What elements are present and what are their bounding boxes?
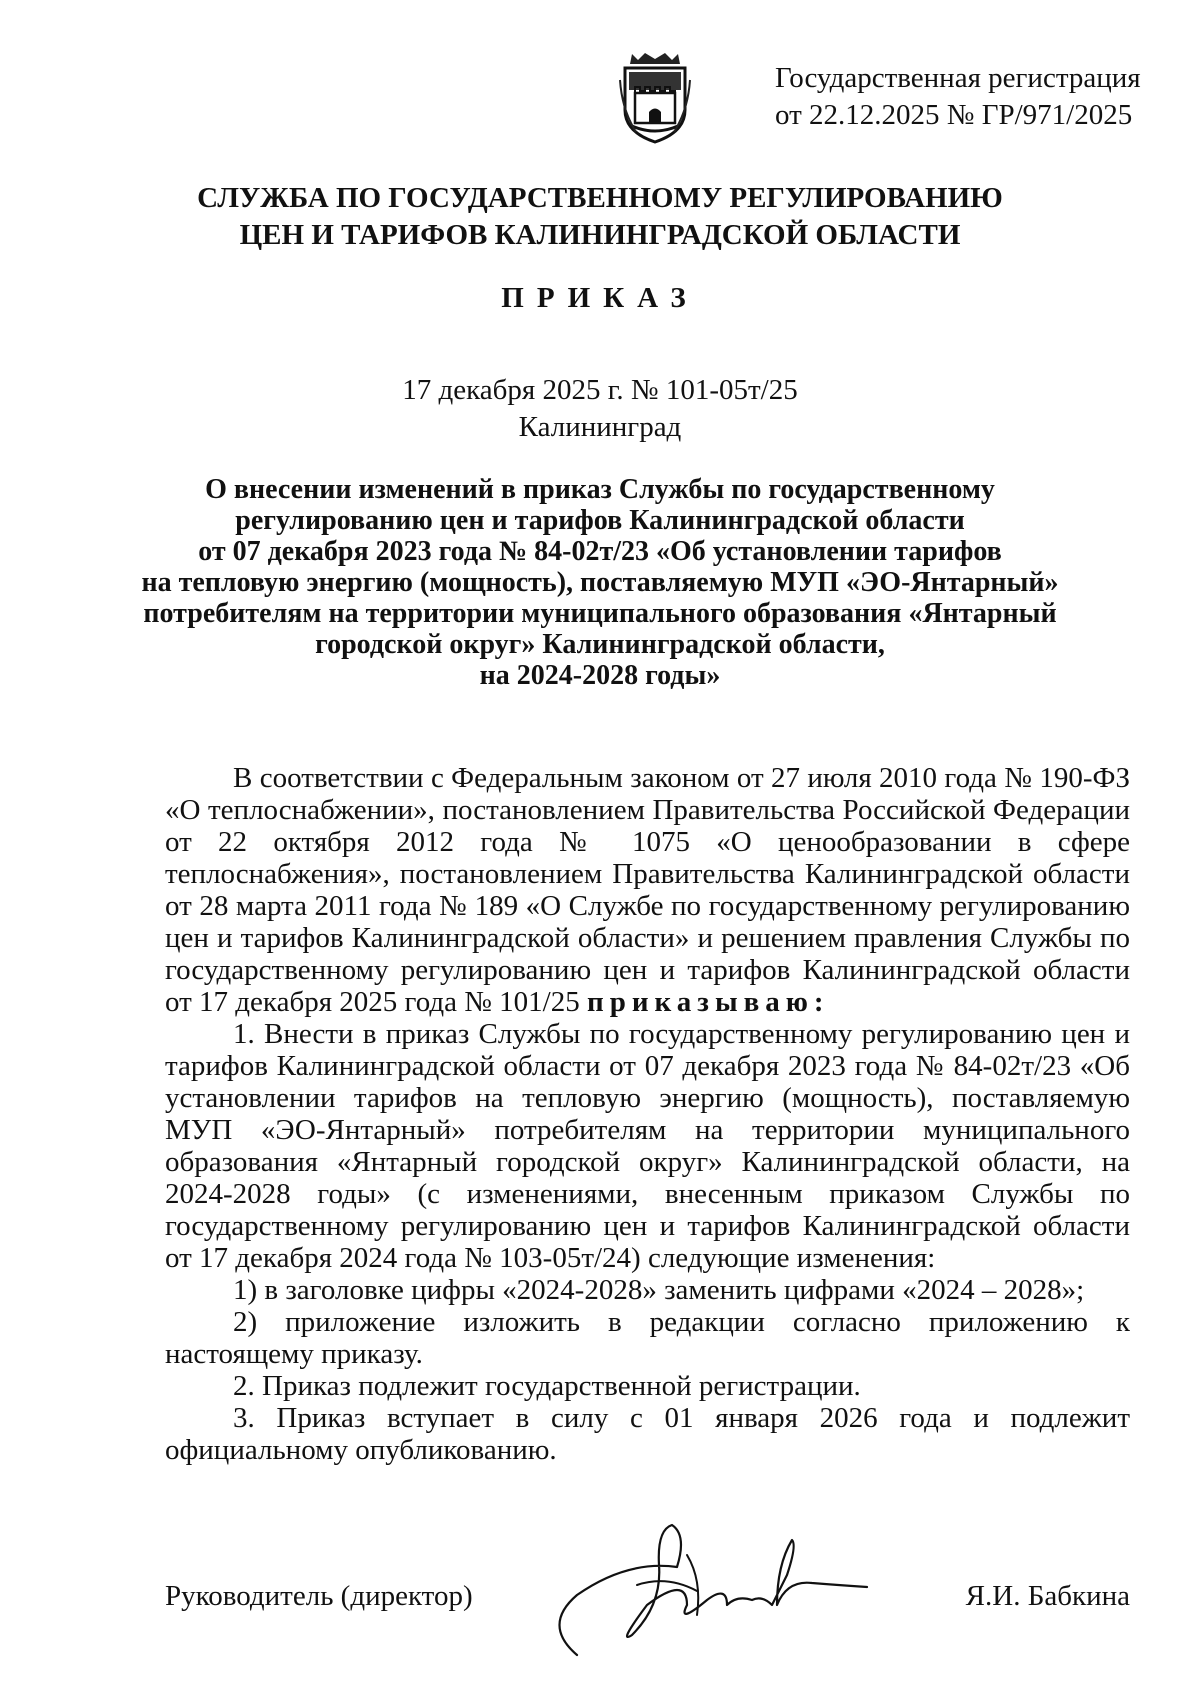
coat-of-arms-icon	[618, 50, 692, 144]
city: Калининград	[518, 411, 682, 443]
agency-title-line1: СЛУЖБА ПО ГОСУДАРСТВЕННОМУ РЕГУЛИРОВАНИЮ	[197, 182, 1003, 214]
item-2: 2. Приказ подлежит государственной регистрации.	[233, 1370, 861, 1402]
subject-line: потребителям на территории муниципального образования «Янтарный	[143, 598, 1057, 629]
preamble-text: В соответствии с Федеральным законом от 27 июля 2010 года № 190-ФЗ «О теплоснабжении», постановлением Правительства Российской Федерации от 22 октября 2012 года № 1075 «О ценообразовании в сфере теплоснабжения», постановлением Правительства Калининградской области от 28 марта 2011 года № 189 «О Службе по государственному регулированию цен и тарифов Калининградской области» и решением правления Службы по государственному регулированию цен и тарифов Калининградской области от 17 декабря 2025 года № 101/25	[165, 762, 1130, 1018]
date-and-place	[0, 372, 1200, 446]
item-1-subitem-1: 1) в заголовке цифры «2024-2028» заменить цифрами «2024 – 2028»;	[233, 1274, 1085, 1306]
date-number: 17 декабря 2025 г. № 101-05т/25	[402, 374, 798, 406]
order-body	[165, 762, 1130, 1466]
subject-line: от 07 декабря 2023 года № 84-02т/23 «Об установлении тарифов	[198, 536, 1002, 567]
signatory-name: Я.И. Бабкина	[965, 1580, 1130, 1612]
subject-line: регулированию цен и тарифов Калининградской области	[235, 505, 965, 536]
subject-line: О внесении изменений в приказ Службы по государственному	[205, 474, 995, 505]
item-1-subitem-2: 2) приложение изложить в редакции согласно приложению к настоящему приказу.	[165, 1306, 1130, 1370]
subject-line: на тепловую энергию (мощность), поставляемую МУП «ЭО-Янтарный»	[141, 567, 1059, 598]
signature-block	[165, 1560, 1130, 1680]
signatory-title: Руководитель (директор)	[165, 1580, 473, 1612]
item-3: 3. Приказ вступает в силу с 01 января 2026 года и подлежит официальному опубликованию.	[165, 1402, 1130, 1466]
registration-stamp	[775, 60, 1175, 134]
handwritten-signature	[537, 1505, 877, 1665]
item-1: 1. Внести в приказ Службы по государственному регулированию цен и тарифов Калининградской области от 07 декабря 2023 года № 84-02т/23 «Об установлении тарифов на тепловую энергию (мощность), поставляемую МУП «ЭО-Янтарный» потребителям на территории муниципального образования «Янтарный городской округ» Калининградской области, на 2024-2028 годы» (с изменениями, внесенным приказом Службы по государственному регулированию цен и тарифов Калининградской области от 17 декабря 2024 года № 103-05т/24) следующие изменения:	[165, 1018, 1130, 1274]
preamble-paragraph	[165, 762, 1130, 1018]
document-type: ПРИКАЗ	[501, 282, 699, 314]
registration-number: от 22.12.2025 № ГР/971/2025	[775, 99, 1133, 131]
agency-title	[0, 180, 1200, 254]
order-word: приказываю:	[586, 986, 830, 1018]
registration-label: Государственная регистрация	[775, 62, 1141, 94]
agency-title-line2: ЦЕН И ТАРИФОВ КАЛИНИНГРАДСКОЙ ОБЛАСТИ	[239, 219, 961, 251]
subject-line: на 2024-2028 годы»	[479, 660, 721, 691]
order-subject	[0, 474, 1200, 691]
subject-line: городской округ» Калининградской области,	[315, 629, 885, 660]
